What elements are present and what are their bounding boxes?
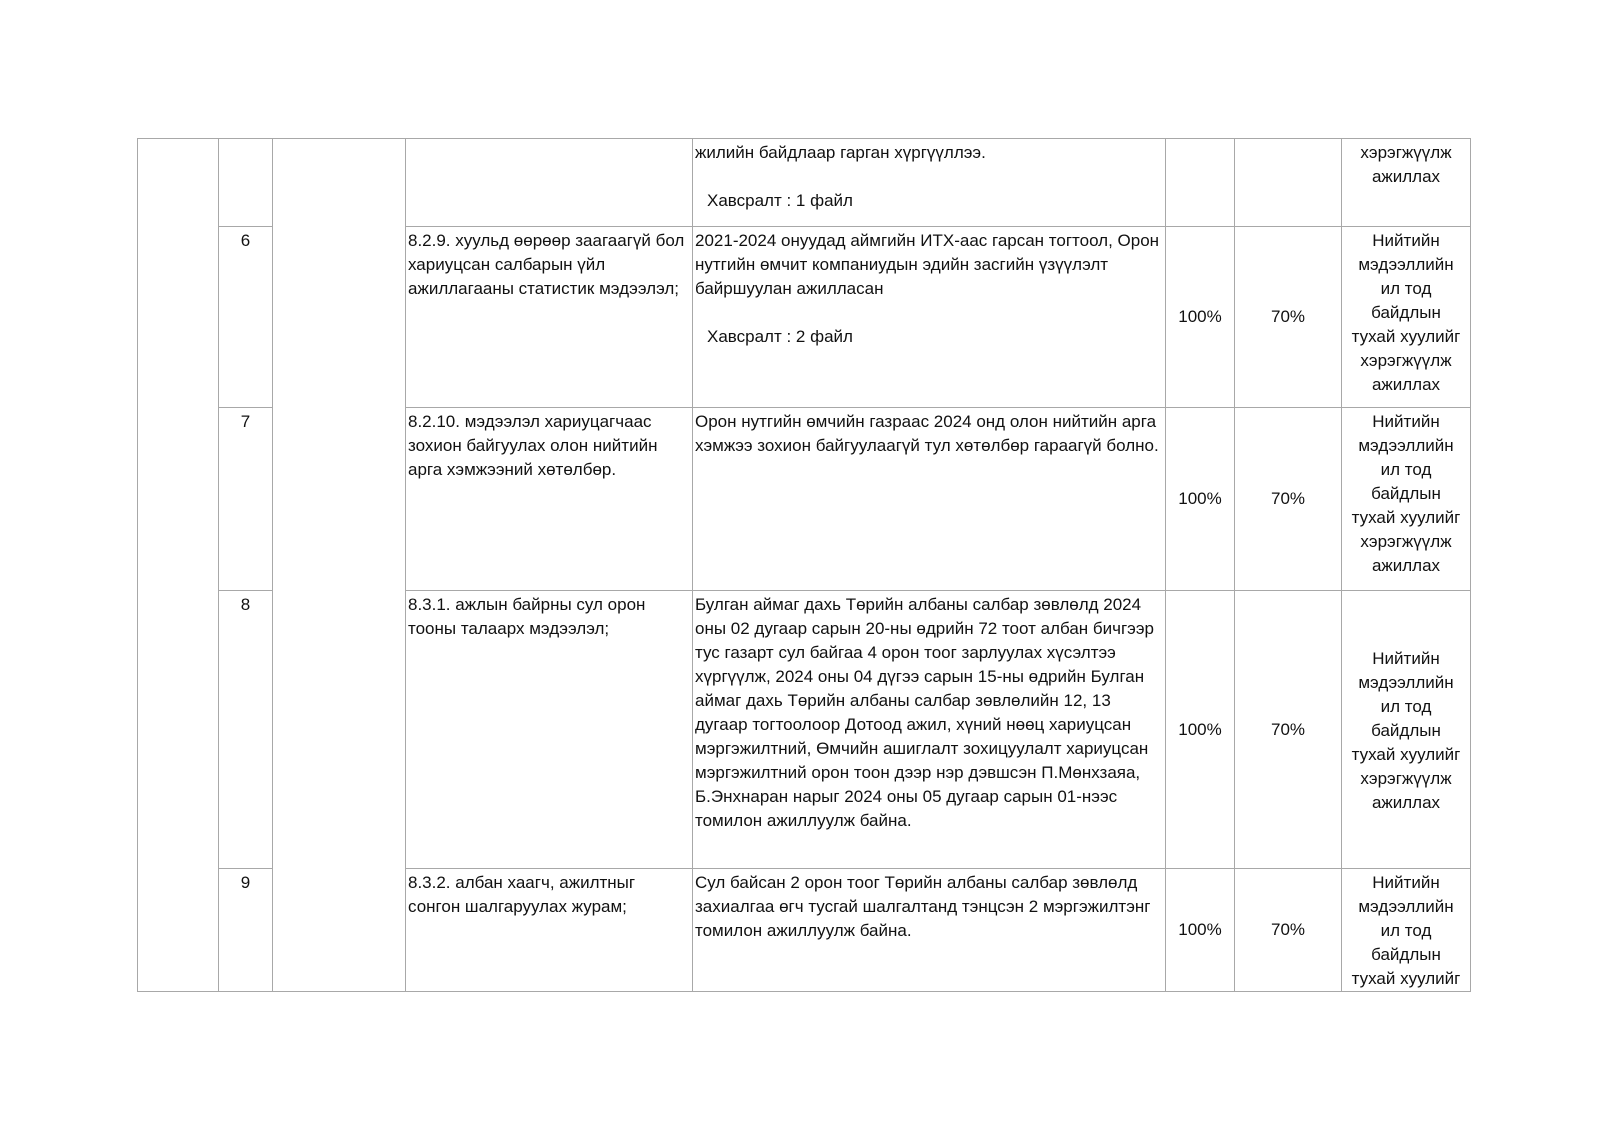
table-row — [138, 139, 1471, 227]
status-line: мэдээллийн — [1358, 255, 1454, 274]
status-line: мэдээллийн — [1358, 436, 1454, 455]
status-line: тухай хуулийг — [1351, 744, 1461, 764]
percent-plan: 100% — [1166, 227, 1235, 408]
status-line: ил тод — [1380, 460, 1432, 479]
status-line: тухай хуулийг — [1351, 327, 1461, 346]
report-cell — [693, 227, 1166, 408]
percent-actual: 70% — [1235, 227, 1342, 408]
percent-plan: 100% — [1166, 408, 1235, 591]
status-line: Нийтийн — [1372, 231, 1440, 250]
report-cell — [693, 869, 1166, 992]
report-text: Булган аймаг дахь Төрийн албаны салбар зөвлөлд 2024 оны 02 дугаар сарын 20-ны өдрийн 72 тоот албан бичгээр тус газарт сул байгаа 4 орон тоог зарлуулах хүсэлтээ хүргүүлж, 2024 оны 04 дүгээ сарын 15-ны өдрийн Булган аймаг дахь Төрийн албаны салбар зөвлөлийн 12, 13 дугаар тогтоолоор Дотоод ажил, хүний нөөц хариуцсан мэргэжилтний, Өмчийн ашиглалт зохицуулалт хариуцсан мэргэжилтний орон тоон дээр нэр дэвшсэн П.Мөнхзаяа, Б.Энхнаран нарыг 2024 оны 05 дугаар сарын 01-нээс томилон ажиллуулж байна. — [695, 595, 1154, 830]
status-cell — [1342, 227, 1471, 408]
status-line: байдлын — [1371, 484, 1441, 503]
status-line: Нийтийн — [1372, 648, 1440, 668]
status-cell — [1342, 408, 1471, 591]
report-text: 2021-2024 онуудад аймгийн ИТХ-аас гарсан тогтоол, Орон нутгийн өмчит компаниудын эдийн засгийн үзүүлэлт байршуулан ажилласан — [695, 231, 1160, 298]
report-text: Сул байсан 2 орон тоог Төрийн албаны салбар зөвлөлд захиалгаа өгч тусгай шалгалтанд тэнцсэн 2 мэргэжилтэнг томилон ажиллуулж байна. — [695, 873, 1151, 940]
status-line: ил тод — [1380, 921, 1432, 940]
status-line: ил тод — [1380, 279, 1432, 298]
row-number: 9 — [219, 869, 273, 992]
status-line: мэдээллийн — [1358, 672, 1454, 692]
item-text: 8.2.10. мэдээлэл хариуцагчаас зохион байгуулах олон нийтийн арга хэмжээний хөтөлбөр. — [406, 408, 693, 591]
row-number: 7 — [219, 408, 273, 591]
row-number: 6 — [219, 227, 273, 408]
status-line: ажиллах — [1371, 792, 1441, 812]
status-line: тухай хуулийг — [1351, 969, 1461, 988]
percent-actual: 70% — [1235, 408, 1342, 591]
status-line: ил тод — [1380, 696, 1432, 716]
blank-column-1 — [138, 139, 219, 992]
status-line: байдлын — [1371, 945, 1441, 964]
row-number — [219, 139, 273, 227]
report-table — [137, 138, 1471, 992]
attachment-note: Хавсралт : 2 файл — [707, 327, 853, 346]
status-line: ажиллах — [1371, 167, 1441, 186]
percent-actual: 70% — [1235, 591, 1342, 869]
report-cell — [693, 591, 1166, 869]
status-line: Нийтийн — [1372, 412, 1440, 431]
report-cell — [693, 408, 1166, 591]
status-line: хэрэгжүүлж — [1360, 351, 1452, 370]
percent-actual: 70% — [1235, 869, 1342, 992]
item-text: 8.3.2. албан хаагч, ажилтныг сонгон шалгаруулах журам; — [406, 869, 693, 992]
row-number: 8 — [219, 591, 273, 869]
status-cell — [1342, 139, 1471, 227]
status-cell — [1342, 869, 1471, 992]
status-line: Нийтийн — [1372, 873, 1440, 892]
status-line: байдлын — [1371, 720, 1441, 740]
status-line: тухай хуулийг — [1351, 508, 1461, 527]
report-text: жилийн байдлаар гарган хүргүүллээ. — [695, 143, 986, 162]
status-line: ажиллах — [1371, 375, 1441, 394]
percent-plan: 100% — [1166, 591, 1235, 869]
item-text: 8.2.9. хуульд өөрөөр заагаагүй бол хариуцсан салбарын үйл ажиллагааны статистик мэдээлэл; — [406, 227, 693, 408]
item-text — [406, 139, 693, 227]
percent-plan — [1166, 139, 1235, 227]
attachment-note: Хавсралт : 1 файл — [707, 191, 853, 210]
blank-column-3 — [273, 139, 406, 992]
report-cell — [693, 139, 1166, 227]
percent-actual — [1235, 139, 1342, 227]
report-text: Орон нутгийн өмчийн газраас 2024 онд олон нийтийн арга хэмжээ зохион байгуулаагүй тул хөтөлбөр гараагүй болно. — [695, 412, 1159, 455]
percent-plan: 100% — [1166, 869, 1235, 992]
status-line: хэрэгжүүлж — [1360, 768, 1452, 788]
status-cell — [1342, 591, 1471, 869]
status-line: хэрэгжүүлж — [1360, 143, 1452, 162]
status-line: мэдээллийн — [1358, 897, 1454, 916]
status-line: байдлын — [1371, 303, 1441, 322]
item-text: 8.3.1. ажлын байрны сул орон тооны талаарх мэдээлэл; — [406, 591, 693, 869]
status-line: ажиллах — [1371, 556, 1441, 575]
status-line: хэрэгжүүлж — [1360, 532, 1452, 551]
